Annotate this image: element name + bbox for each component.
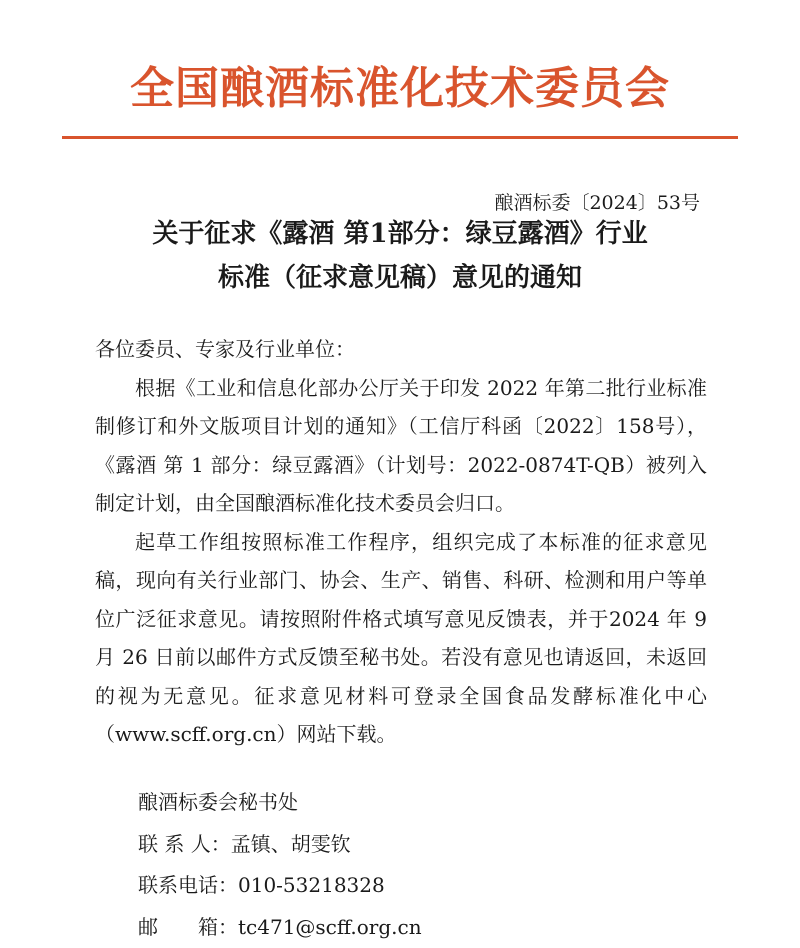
signature-block: [138, 782, 422, 948]
contact-email-label: 邮 箱：: [138, 907, 238, 948]
document-body: [95, 330, 707, 754]
document-number: 酿酒标委〔2024〕53号: [494, 188, 700, 215]
contact-phone-line: [138, 865, 422, 907]
organization-header: 全国酿酒标准化技术委员会: [0, 52, 800, 116]
document-title-line2: 标准（征求意见稿）意见的通知: [60, 256, 740, 300]
header-divider: [62, 136, 738, 139]
signature-office: 酿酒标委会秘书处: [138, 782, 422, 824]
contact-phone-value: 010-53218328: [238, 873, 385, 897]
paragraph-2: 起草工作组按照标准工作程序，组织完成了本标准的征求意见稿，现向有关行业部门、协会、生产、销售、科研、检测和用户等单位广泛征求意见。请按照附件格式填写意见反馈表，并于2024 年 9 月 26 日前以邮件方式反馈至秘书处。若没有意见也请返回，未返回的视为无意见。征求意见材料可登录全国食品发酵标准化中心（www.scff.org.cn）网站下载。: [95, 523, 707, 754]
document-title-line1: 关于征求《露酒 第1部分：绿豆露酒》行业: [60, 212, 740, 256]
contact-person-value: 孟镇、胡雯钦: [231, 832, 351, 856]
contact-person-label: 联 系 人：: [138, 824, 231, 866]
contact-email-value: tc471@scff.org.cn: [238, 915, 422, 939]
paragraph-1: 根据《工业和信息化部办公厅关于印发 2022 年第二批行业标准制修订和外文版项目计划的通知》（工信厅科函〔2022〕158号），《露酒 第 1 部分：绿豆露酒》（计划号：2022-0874T-QB）被列入制定计划，由全国酿酒标准化技术委员会归口。: [95, 369, 707, 523]
document-title: [60, 212, 740, 300]
contact-person-line: [138, 824, 422, 866]
greeting: 各位委员、专家及行业单位：: [95, 330, 707, 369]
contact-email-line: [138, 907, 422, 948]
contact-phone-label: 联系电话：: [138, 865, 238, 907]
